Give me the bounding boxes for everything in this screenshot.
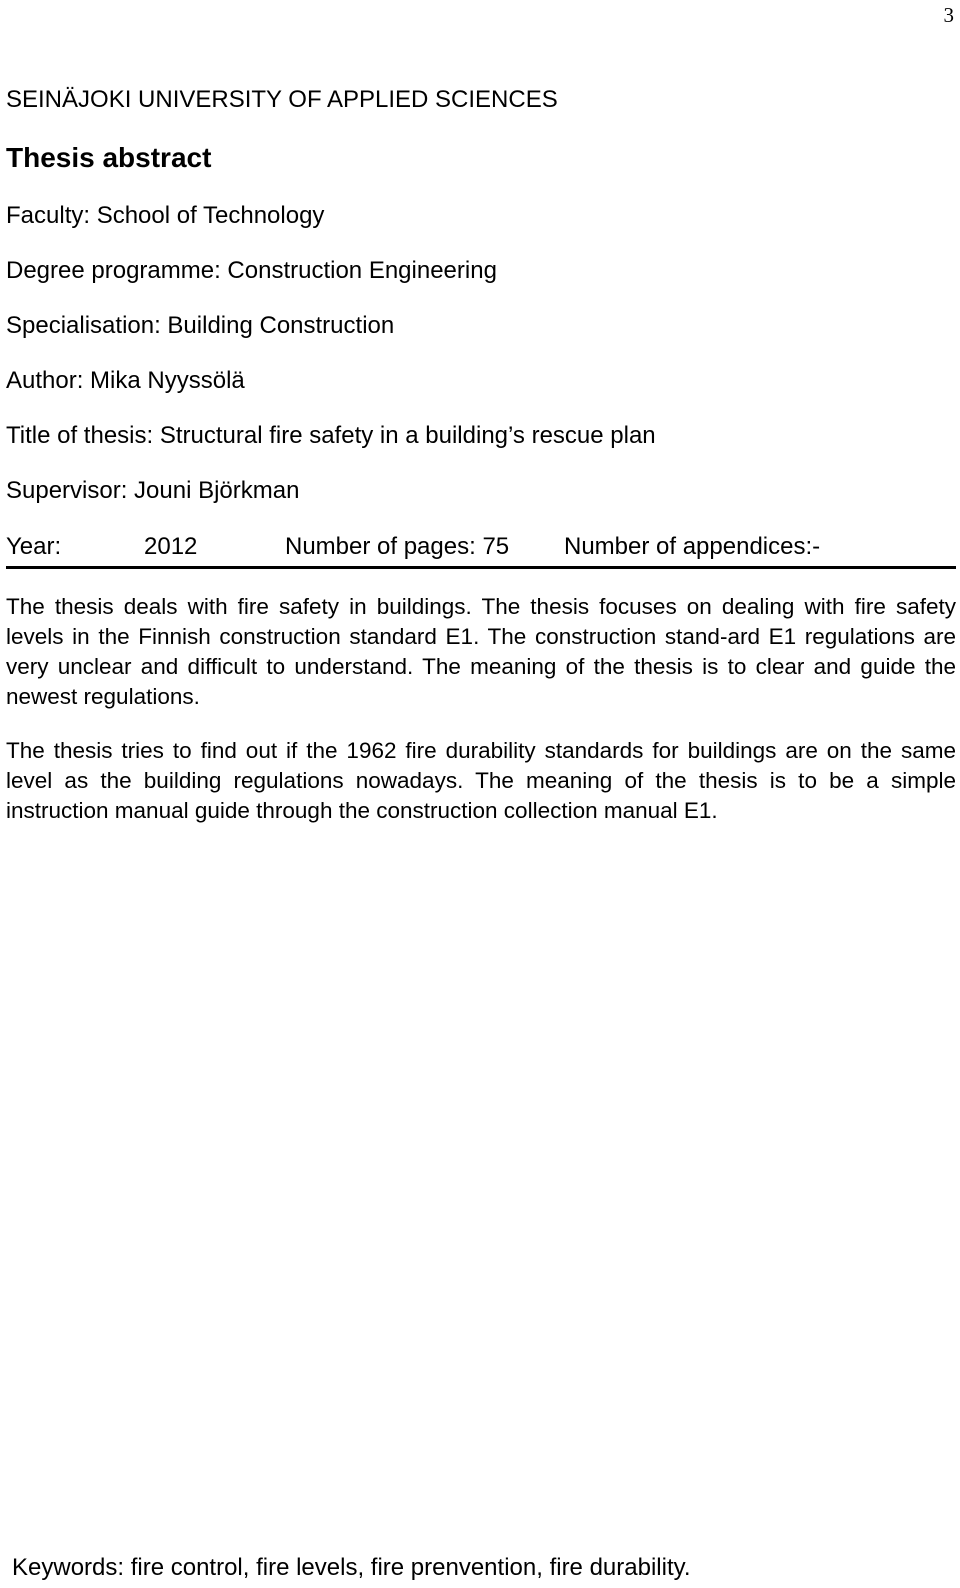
abstract-heading: Thesis abstract [6,142,212,173]
abstract-paragraph-2: The thesis tries to find out if the 1962 fire durability standards for buildings are on the same level as the building regulations nowadays. The meaning of the thesis is to be a simple instruction manual guide through the construction collection manual E1. [6,738,956,823]
degree-programme-field: Degree programme: Construction Engineering [6,257,497,284]
thesis-title-field: Title of thesis: Structural fire safety in a building’s rescue plan [6,422,656,449]
keywords: Keywords: fire control, fire levels, fire prenvention, fire durability. [12,1554,691,1581]
specialisation-field: Specialisation: Building Construction [6,312,395,339]
university-name: SEINÄJOKI UNIVERSITY OF APPLIED SCIENCES [6,86,558,113]
appendix-count: Number of appendices:- [564,533,821,560]
page-number: 3 [943,3,954,27]
year-value: 2012 [144,533,198,560]
thesis-meta-row [6,532,956,569]
year-label: Year: [6,533,62,560]
supervisor-field: Supervisor: Jouni Björkman [6,477,300,504]
faculty-field: Faculty: School of Technology [6,202,325,229]
abstract-paragraph-1: The thesis deals with fire safety in buildings. The thesis focuses on dealing with fire safety levels in the Finnish construction standard E1. The construction stand-ard E1 regulations are very unclear and difficult to understand. The meaning of the thesis is to clear and guide the newest regulations. [6,594,956,709]
author-field: Author: Mika Nyyssölä [6,367,245,394]
page-count: Number of pages: 75 [285,533,510,560]
